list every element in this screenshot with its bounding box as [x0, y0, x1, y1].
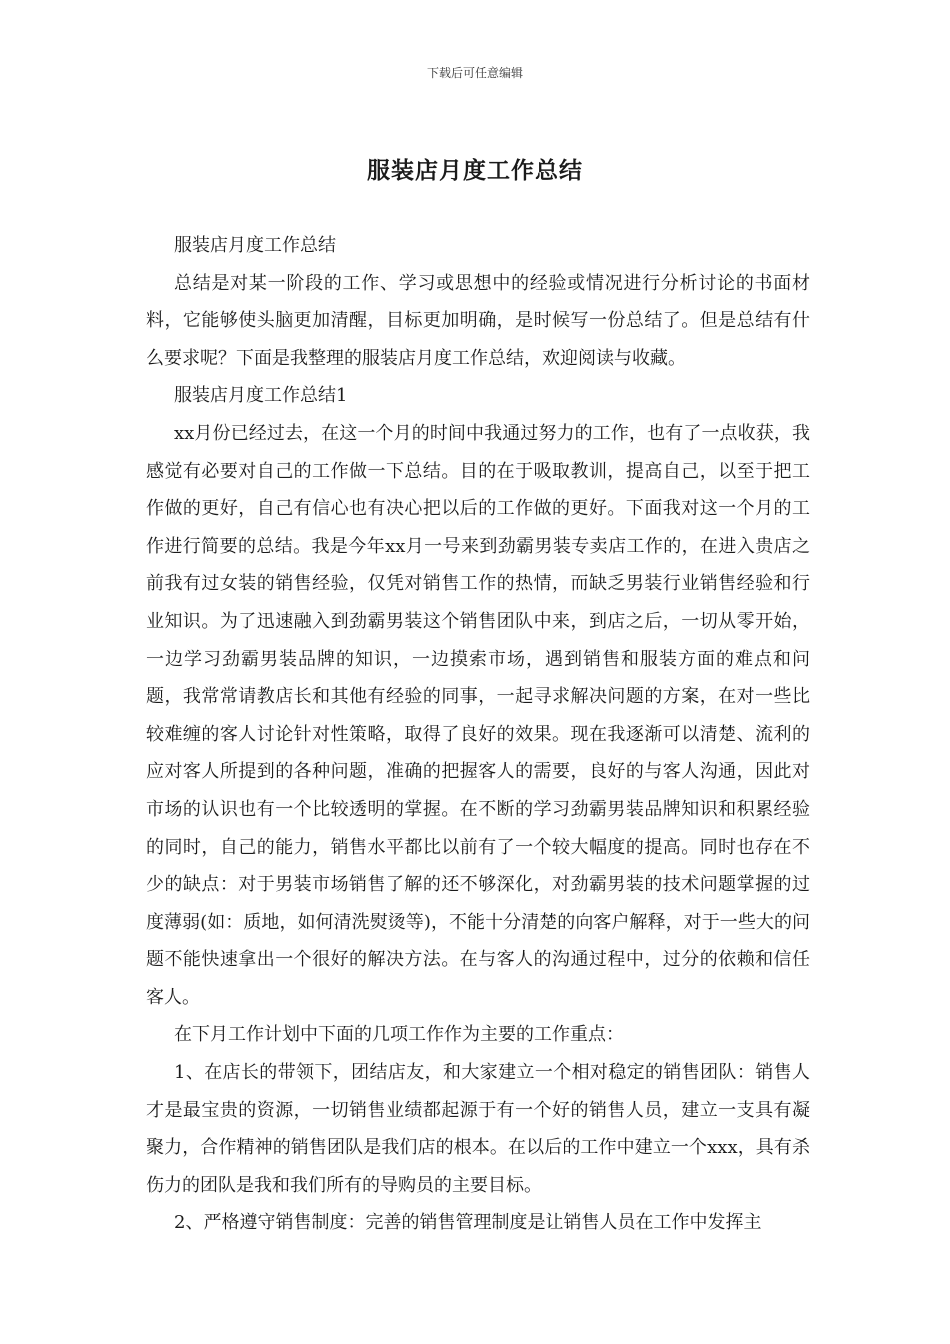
section-heading: 服装店月度工作总结1 [174, 385, 348, 407]
section-heading: 服装店月度工作总结 [174, 235, 336, 256]
document-title: 服装店月度工作总结 [367, 158, 583, 184]
list-item: 1、在店长的带领下，团结店友，和大家建立一个相对稳定的销售团队：销售人才是最宝贵的资源，一切销售业绩都起源于有一个好的销售人员，建立一支具有凝聚力，合作精神的销售团队是我们店的根本。在以后的工作中建立一个xxx，具有杀伤力的团队是我和我们所有的导购员的主要目标。 [146, 1062, 810, 1196]
intro-paragraph: 总结是对某一阶段的工作、学习或思想中的经验或情况进行分析讨论的书面材料，它能够使头脑更加清醒，目标更加明确，是时候写一份总结了。但是总结有什么要求呢？下面是我整理的服装店月度工作总结，欢迎阅读与收藏。 [146, 272, 810, 369]
body-paragraph: xx月份已经过去，在这一个月的时间中我通过努力的工作，也有了一点收获，我感觉有必要对自己的工作做一下总结。目的在于吸取教训，提高自己，以至于把工作做的更好，自己有信心也有决心把以后的工作做的更好。下面我对这一个月的工作进行简要的总结。我是今年xx月一号来到劲霸男装专卖店工作的，在进入贵店之前我有过女装的销售经验，仅凭对销售工作的热情，而缺乏男装行业销售经验和行业知识。为了迅速融入到劲霸男装这个销售团队中来，到店之后，一切从零开始，一边学习劲霸男装品牌的知识，一边摸索市场，遇到销售和服装方面的难点和问题，我常常请教店长和其他有经验的同事，一起寻求解决问题的方案，在对一些比较难缠的客人讨论针对性策略，取得了良好的效果。现在我逐渐可以清楚、流利的应对客人所提到的各种问题，准确的把握客人的需要，良好的与客人沟通，因此对市场的认识也有一个比较透明的掌握。在不断的学习劲霸男装品牌知识和积累经验的同时，自己的能力，销售水平都比以前有了一个较大幅度的提高。同时也存在不少的缺点：对于男装市场销售了解的还不够深化，对劲霸男装的技术问题掌握的过度薄弱(如：质地，如何清洗熨烫等)，不能十分清楚的向客户解释，对于一些大的问题不能快速拿出一个很好的解决方法。在与客人的沟通过程中，过分的依赖和信任客人。 [146, 422, 810, 1008]
header-note: 下载后可任意编辑 [426, 66, 523, 80]
list-item: 2、严格遵守销售制度：完善的销售管理制度是让销售人员在工作中发挥主 [174, 1212, 762, 1234]
body-paragraph: 在下月工作计划中下面的几项工作作为主要的工作重点： [174, 1024, 624, 1046]
document-body [146, 227, 810, 1242]
